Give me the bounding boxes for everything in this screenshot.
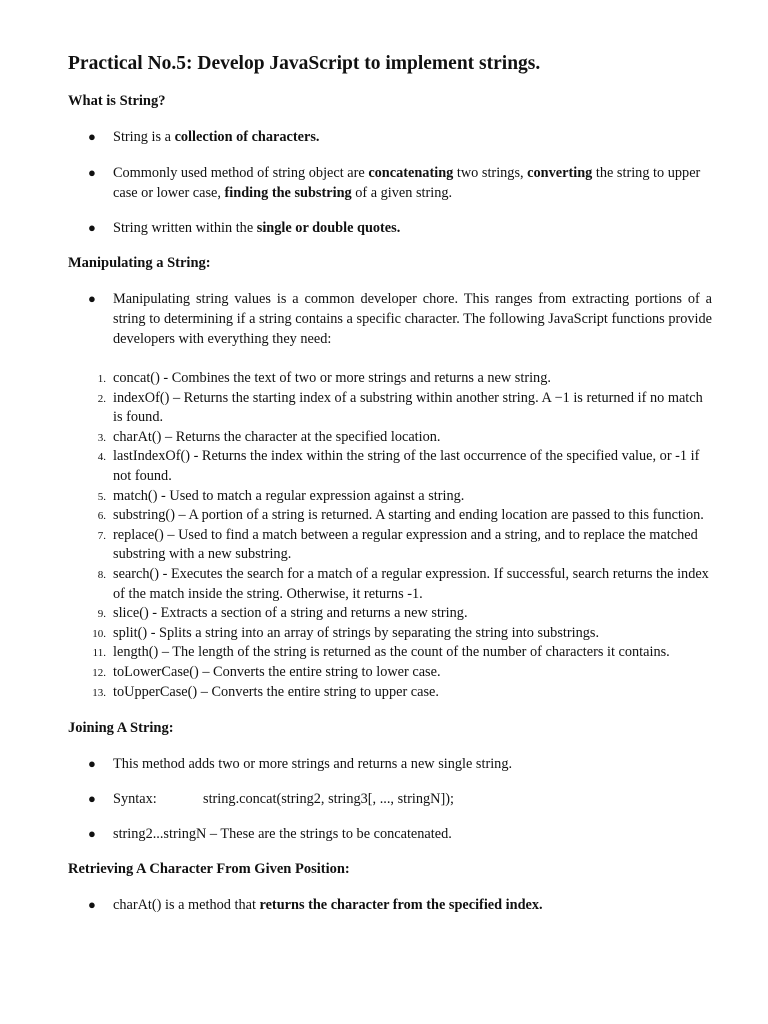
- bullet-list-string-basics: [68, 127, 712, 238]
- list-item: 3. charAt() – Returns the character at the specified location.: [97, 428, 441, 445]
- bullet-icon: ●: [88, 165, 96, 180]
- list-item: 13. toUpperCase() – Converts the entire string to upper case.: [92, 683, 439, 700]
- list-item: 8. search() - Executes the search for a match of a regular expression. If successful, search returns the index of the match inside the string. Otherwise, it returns -1.: [97, 565, 709, 602]
- list-item: ● Manipulating string values is a common developer chore. This ranges from extracting portions of a string to determining if a string contains a specific character. The following JavaScript functions provide developers with everything they need:: [88, 291, 712, 347]
- list-item: 6. substring() – A portion of a string is returned. A starting and ending location are passed to this function.: [97, 507, 704, 524]
- list-item: ● This method adds two or more strings and returns a new single string.: [88, 756, 513, 773]
- syntax-code: string.concat(string2, string3[, ..., stringN]);: [203, 791, 454, 808]
- bullet-icon: ●: [88, 291, 96, 306]
- bullet-icon: ●: [88, 791, 96, 807]
- list-item: 7. replace() – Used to find a match between a regular expression and a string, and to replace the matched substring with a new substring.: [97, 526, 698, 563]
- list-item: 9. slice() - Extracts a section of a string and returns a new string.: [97, 605, 468, 622]
- heading-manipulating-string: Manipulating a String:: [68, 255, 211, 271]
- list-item: ● String is a collection of characters.: [88, 129, 320, 145]
- list-item: 2. indexOf() – Returns the starting index of a substring within another string. A −1 is returned if no match is found.: [97, 389, 703, 426]
- list-item: ● string2...stringN – These are the strings to be concatenated.: [88, 826, 452, 843]
- bullet-icon: ●: [88, 826, 96, 842]
- list-item: 1. concat() - Combines the text of two or more strings and returns a new string.: [97, 370, 551, 386]
- heading-joining-string: Joining A String:: [68, 720, 174, 737]
- list-item: [68, 789, 712, 809]
- list-item: 5. match() - Used to match a regular expression against a string.: [97, 487, 465, 504]
- list-item: 11. length() – The length of the string is returned as the count of the number of characters it contains.: [92, 644, 670, 661]
- heading-retrieving-character: Retrieving A Character From Given Position:: [68, 861, 350, 878]
- list-item: 4. lastIndexOf() - Returns the index within the string of the last occurrence of the specified value, or -1 if not found.: [97, 448, 700, 484]
- bullet-icon: ●: [88, 756, 96, 772]
- list-item: ● charAt() is a method that returns the character from the specified index.: [88, 897, 543, 914]
- list-item: ● Commonly used method of string object are concatenating two strings, converting the string to upper case or lower case, finding the substring of a given string.: [88, 165, 701, 201]
- string-methods-list: [68, 369, 712, 702]
- bullet-list-joining: [68, 754, 712, 844]
- heading-what-is-string: What is String?: [68, 93, 166, 109]
- bullet-list-manipulating-intro: [68, 289, 712, 349]
- bullet-icon: ●: [88, 897, 96, 913]
- page-title: Practical No.5: Develop JavaScript to implement strings.: [68, 53, 541, 74]
- document-page: [68, 50, 712, 915]
- list-item: ● String written within the single or double quotes.: [88, 220, 401, 236]
- bullet-icon: ●: [88, 220, 96, 235]
- bullet-list-retrieving: [68, 895, 712, 915]
- list-item: 10. split() - Splits a string into an array of strings by separating the string into substrings.: [92, 624, 600, 641]
- bullet-icon: ●: [88, 129, 96, 144]
- syntax-label: Syntax:: [113, 791, 157, 808]
- list-item: 12. toLowerCase() – Converts the entire string to lower case.: [92, 663, 441, 680]
